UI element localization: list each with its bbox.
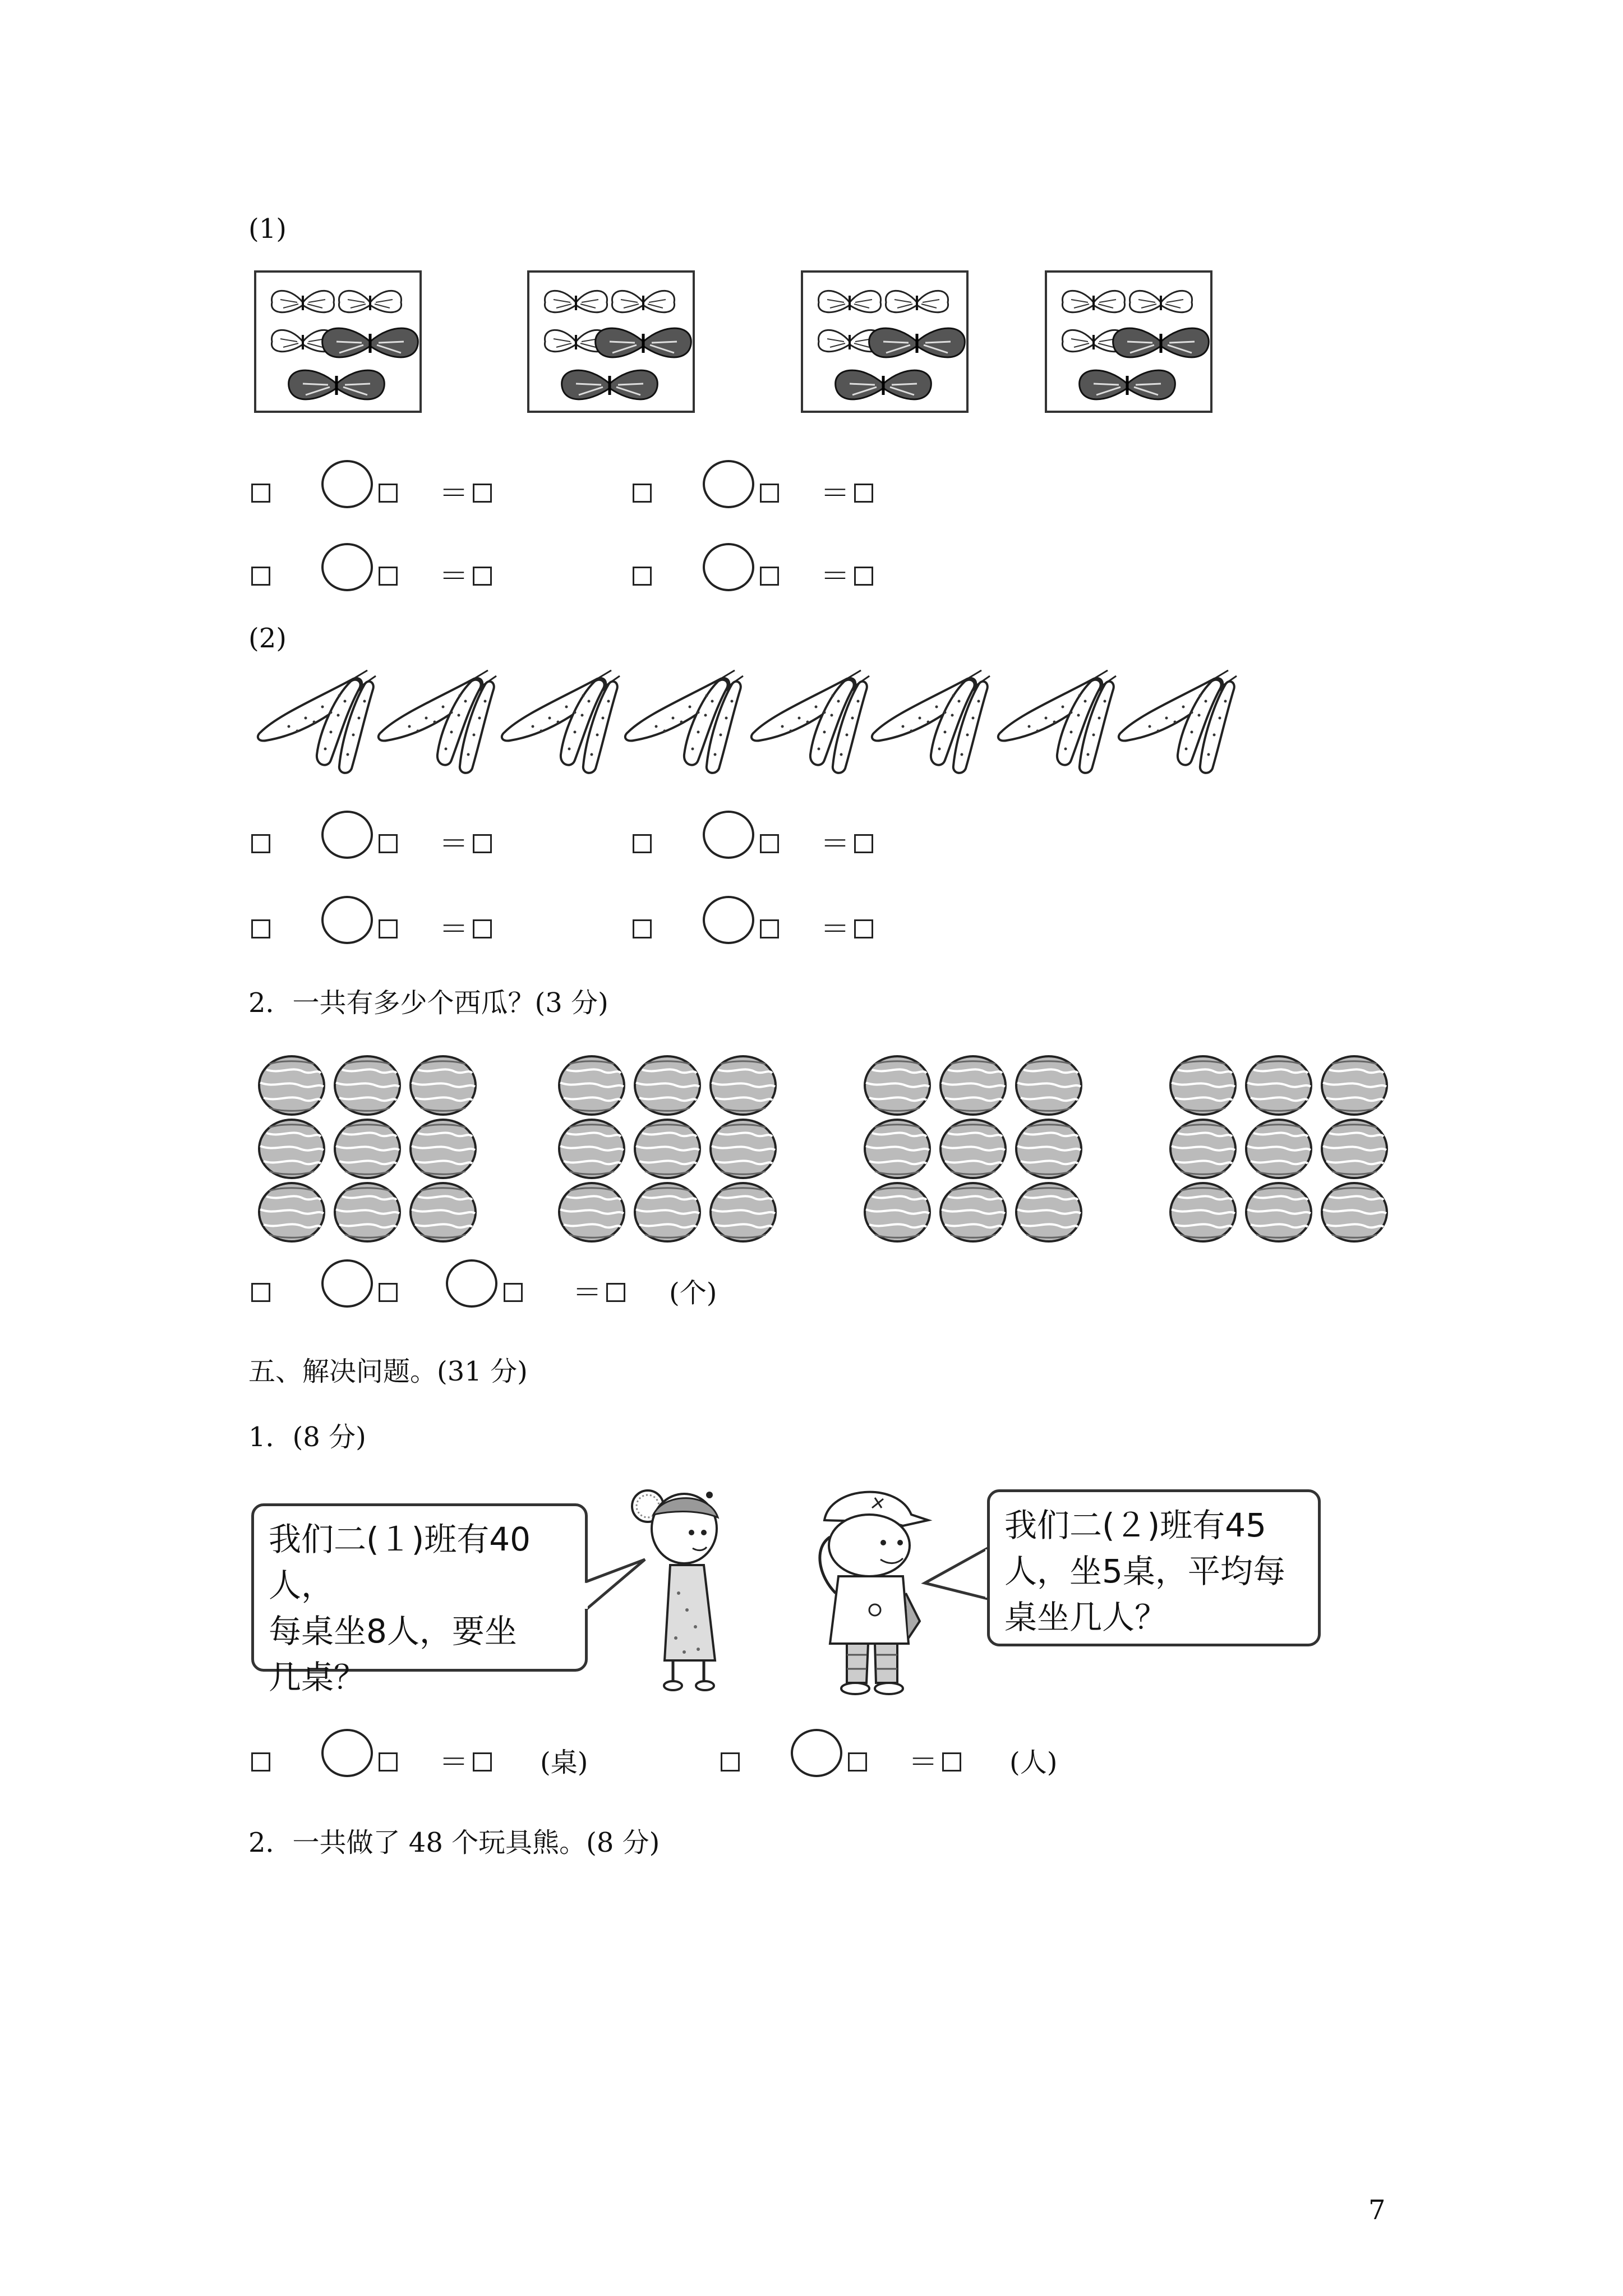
answer-box[interactable] bbox=[606, 1283, 625, 1302]
answer-box[interactable] bbox=[473, 919, 492, 938]
equals-sign: ＝ bbox=[820, 827, 850, 861]
answer-box[interactable] bbox=[721, 1752, 740, 1772]
question-5-2-title: 2．一共做了 48 个玩具熊。(8 分) bbox=[248, 1827, 660, 1858]
answer-box[interactable] bbox=[942, 1752, 961, 1772]
equals-sign: ＝ bbox=[820, 477, 850, 510]
watermelon-group-1 bbox=[259, 1056, 476, 1241]
operator-circle[interactable] bbox=[703, 460, 754, 508]
section-5-title: 五、解决问题。(31 分) bbox=[248, 1356, 528, 1387]
equation-blank bbox=[248, 460, 641, 510]
answer-box[interactable] bbox=[473, 484, 492, 503]
speech-line: 我们二(１)班有40人， bbox=[269, 1520, 531, 1604]
operator-circle[interactable] bbox=[321, 1729, 373, 1777]
answer-box[interactable] bbox=[633, 919, 652, 938]
operator-circle[interactable] bbox=[791, 1729, 842, 1777]
watermelon-groups bbox=[258, 1055, 1391, 1245]
operator-circle[interactable] bbox=[703, 896, 754, 944]
watermelon-group-3 bbox=[865, 1056, 1081, 1241]
equals-sign: ＝ bbox=[573, 1276, 602, 1310]
answer-box[interactable] bbox=[760, 834, 779, 853]
answer-box[interactable] bbox=[848, 1752, 867, 1772]
answer-box[interactable] bbox=[473, 567, 492, 586]
answer-box[interactable] bbox=[760, 484, 779, 503]
answer-box[interactable] bbox=[504, 1283, 523, 1302]
operator-circle[interactable] bbox=[446, 1259, 497, 1308]
equation-blank-watermelons bbox=[248, 1259, 809, 1310]
equals-sign: ＝ bbox=[439, 913, 469, 946]
cucumber-row bbox=[255, 670, 1265, 788]
equation-blank-tables bbox=[248, 1729, 641, 1779]
answer-box[interactable] bbox=[379, 1752, 398, 1772]
boy-bubble-tail bbox=[923, 1537, 990, 1610]
unit-label: (人) bbox=[1009, 1747, 1058, 1778]
answer-box[interactable] bbox=[760, 919, 779, 938]
answer-box[interactable] bbox=[379, 834, 398, 853]
answer-box[interactable] bbox=[854, 834, 873, 853]
speech-line: 我们二(２)班有45 bbox=[1004, 1506, 1267, 1544]
operator-circle[interactable] bbox=[703, 543, 754, 591]
equation-blank bbox=[248, 543, 641, 593]
answer-box[interactable] bbox=[854, 919, 873, 938]
answer-box[interactable] bbox=[379, 484, 398, 503]
boy-figure bbox=[808, 1481, 937, 1700]
unit-label: (个) bbox=[669, 1277, 717, 1309]
butterfly-box-2 bbox=[528, 272, 694, 412]
answer-box[interactable] bbox=[633, 834, 652, 853]
answer-box[interactable] bbox=[633, 484, 652, 503]
equals-sign: ＝ bbox=[439, 1746, 469, 1779]
answer-box[interactable] bbox=[473, 834, 492, 853]
sub-question-2-label: (2) bbox=[248, 623, 287, 654]
speech-line: 几桌？ bbox=[269, 1658, 367, 1696]
equals-sign: ＝ bbox=[909, 1746, 938, 1779]
answer-box[interactable] bbox=[379, 1283, 398, 1302]
equation-blank bbox=[630, 896, 1022, 946]
speech-line: 人，坐5桌，平均每 bbox=[1004, 1552, 1285, 1590]
sub-question-1-label: (1) bbox=[248, 213, 287, 245]
operator-circle[interactable] bbox=[321, 460, 373, 508]
question-2-title: 2．一共有多少个西瓜？(3 分) bbox=[248, 987, 608, 1019]
answer-box[interactable] bbox=[379, 919, 398, 938]
equation-blank bbox=[630, 811, 1022, 861]
watermelon-group-4 bbox=[1170, 1056, 1387, 1241]
question-5-1-title: 1．(8 分) bbox=[248, 1421, 366, 1453]
watermelon-group-2 bbox=[559, 1056, 776, 1241]
answer-box[interactable] bbox=[473, 1752, 492, 1772]
equation-blank bbox=[248, 811, 641, 861]
answer-box[interactable] bbox=[251, 484, 270, 503]
equals-sign: ＝ bbox=[820, 913, 850, 946]
speech-line: 每桌坐8人，要坐 bbox=[269, 1612, 517, 1650]
answer-box[interactable] bbox=[633, 567, 652, 586]
boy-speech-bubble bbox=[987, 1489, 1321, 1646]
operator-circle[interactable] bbox=[321, 811, 373, 859]
equation-blank bbox=[248, 896, 641, 946]
page-number: 7 bbox=[1368, 2194, 1386, 2226]
equation-blank bbox=[630, 543, 1022, 593]
answer-box[interactable] bbox=[251, 1283, 270, 1302]
unit-label: (桌) bbox=[540, 1747, 588, 1778]
butterfly-box-4 bbox=[1046, 272, 1211, 412]
answer-box[interactable] bbox=[854, 484, 873, 503]
equals-sign: ＝ bbox=[439, 477, 469, 510]
equals-sign: ＝ bbox=[439, 560, 469, 593]
butterfly-boxes bbox=[255, 272, 1220, 417]
equation-blank-people bbox=[718, 1729, 1110, 1779]
girl-figure bbox=[625, 1481, 743, 1694]
operator-circle[interactable] bbox=[321, 1259, 373, 1308]
answer-box[interactable] bbox=[760, 567, 779, 586]
answer-box[interactable] bbox=[251, 834, 270, 853]
answer-box[interactable] bbox=[854, 567, 873, 586]
operator-circle[interactable] bbox=[321, 543, 373, 591]
equals-sign: ＝ bbox=[820, 560, 850, 593]
girl-speech-bubble bbox=[251, 1503, 588, 1696]
answer-box[interactable] bbox=[379, 567, 398, 586]
butterfly-box-1 bbox=[255, 272, 421, 412]
operator-circle[interactable] bbox=[703, 811, 754, 859]
answer-box[interactable] bbox=[251, 919, 270, 938]
equals-sign: ＝ bbox=[439, 827, 469, 861]
butterfly-box-3 bbox=[802, 272, 967, 412]
equation-blank bbox=[630, 460, 1022, 510]
answer-box[interactable] bbox=[251, 1752, 270, 1772]
answer-box[interactable] bbox=[251, 567, 270, 586]
operator-circle[interactable] bbox=[321, 896, 373, 944]
speech-line: 桌坐几人？ bbox=[1004, 1598, 1168, 1636]
